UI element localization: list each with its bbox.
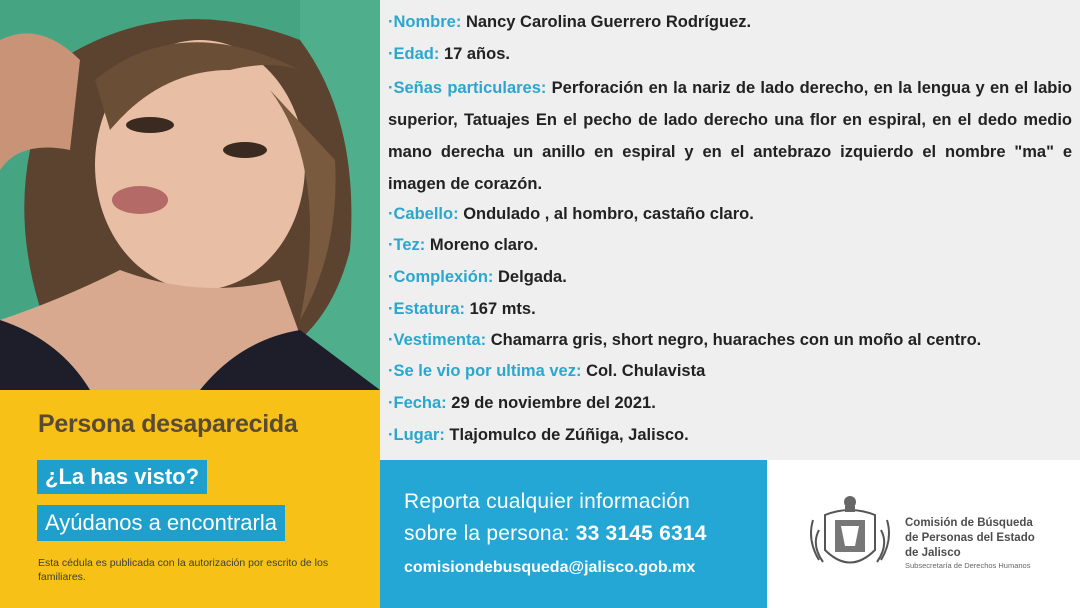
name-row xyxy=(388,6,1072,38)
skin-row xyxy=(388,229,1072,261)
place-value: Tlajomulco de Zúñiga, Jalisco. xyxy=(449,426,689,444)
lastseen-row xyxy=(388,355,1072,387)
person-details-panel xyxy=(380,0,1080,460)
organization-logo-block xyxy=(767,460,1080,608)
clothing-value: Chamarra gris, short negro, huaraches con un moño al centro. xyxy=(490,331,982,349)
contact-prefix: sobre la persona: xyxy=(404,522,570,545)
skin-label: ·Tez: xyxy=(388,236,426,254)
help-box: Ayúdanos a encontrarla xyxy=(37,505,285,541)
place-label: ·Lugar: xyxy=(388,426,445,444)
name-label: ·Nombre: xyxy=(388,13,462,31)
org-name-line-3: de Jalisco xyxy=(905,547,961,559)
clothing-label: ·Vestimenta: xyxy=(388,331,487,349)
authorization-note: Esta cédula es publicada con la autorización por escrito de los familiares. xyxy=(38,557,329,583)
marks-label: ·Señas particulares: xyxy=(388,79,547,97)
missing-person-banner xyxy=(0,390,380,608)
build-label: ·Complexión: xyxy=(388,268,494,286)
lastseen-label: ·Se le vio por ultima vez: xyxy=(388,362,582,380)
height-label: ·Estatura: xyxy=(388,300,466,318)
contact-line-2 xyxy=(404,522,707,546)
org-subtitle: Subsecretaría de Derechos Humanos xyxy=(905,561,1031,570)
contact-phone[interactable]: 33 3145 6314 xyxy=(575,522,707,545)
date-row xyxy=(388,387,1072,419)
hair-value: Ondulado , al hombro, castaño claro. xyxy=(463,205,754,223)
marks-row xyxy=(388,72,1072,200)
contact-email[interactable]: comisiondebusqueda@jalisco.gob.mx xyxy=(404,559,696,576)
height-row xyxy=(388,293,1072,325)
age-value: 17 años. xyxy=(443,45,510,63)
contact-block xyxy=(380,460,767,608)
lastseen-value: Col. Chulavista xyxy=(586,362,706,380)
date-value: 29 de noviembre del 2021. xyxy=(451,394,656,412)
org-name-line-1: Comisión de Búsqueda xyxy=(905,517,1033,529)
hair-label: ·Cabello: xyxy=(388,205,459,223)
date-label: ·Fecha: xyxy=(388,394,447,412)
org-name-line-2: de Personas del Estado xyxy=(905,532,1035,544)
portrait-illustration xyxy=(0,0,380,390)
banner-title: Persona desaparecida xyxy=(38,410,298,438)
name-value: Nancy Carolina Guerrero Rodríguez. xyxy=(465,13,752,31)
build-row xyxy=(388,261,1072,293)
jalisco-seal-icon xyxy=(805,490,895,580)
height-value: 167 mts. xyxy=(469,300,536,318)
marks-value: Perforación en la nariz de lado derecho, en la lengua y en el labio superior, Tatuajes En el pecho de lado derecho una flor en espiral, en el dedo medio mano derecha un anillo en espiral y en el antebrazo izquierdo el nombre "ma" e imagen de corazón. xyxy=(388,79,1072,193)
contact-line-1: Reporta cualquier información xyxy=(404,490,690,513)
age-row xyxy=(388,38,1072,70)
clothing-row xyxy=(388,324,1072,356)
question-box: ¿La has visto? xyxy=(37,460,207,494)
place-row xyxy=(388,419,1072,451)
skin-value: Moreno claro. xyxy=(429,236,539,254)
age-label: ·Edad: xyxy=(388,45,440,63)
build-value: Delgada. xyxy=(498,268,567,286)
missing-person-photo xyxy=(0,0,380,390)
hair-row xyxy=(388,198,1072,230)
